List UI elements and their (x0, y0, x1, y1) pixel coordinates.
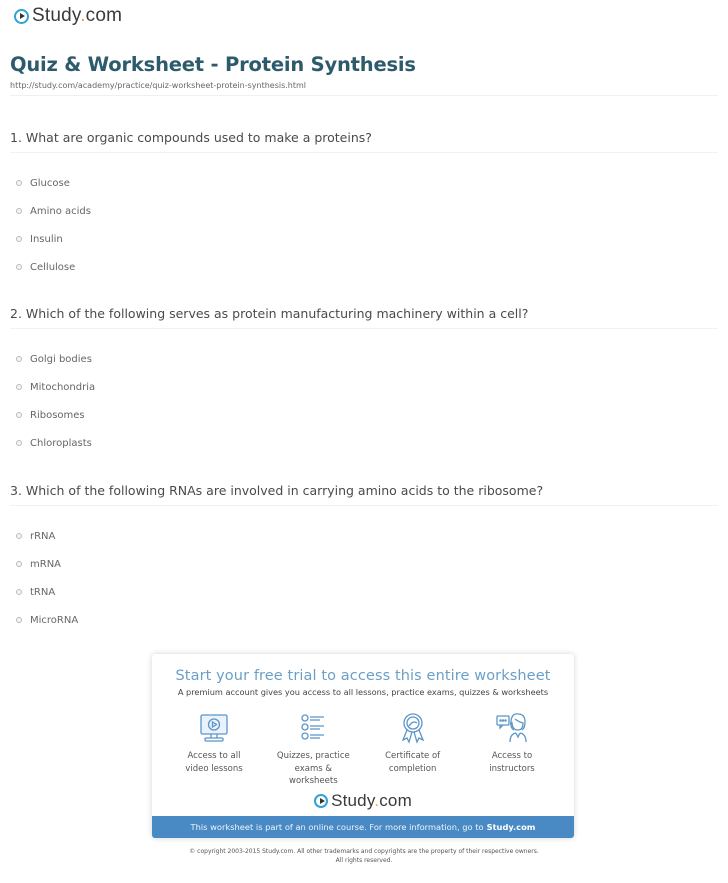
question-1 (10, 130, 718, 281)
feature-certificate (373, 711, 453, 788)
option-label: Insulin (30, 233, 63, 245)
radio-button[interactable] (16, 533, 22, 539)
study-link[interactable]: Study.com (486, 822, 536, 832)
feature-quizzes (273, 711, 353, 788)
answer-options (10, 169, 718, 281)
answer-options (10, 345, 718, 457)
question-text: 3. Which of the following RNAs are involved in carrying amino acids to the ribosome? (10, 483, 718, 506)
feature-video-lessons (174, 711, 254, 788)
copyright-notice: © copyright 2003-2015 Study.com. All other trademarks and copyrights are the property of their respective owners. All rights reserved. (189, 848, 539, 864)
answer-option[interactable] (10, 606, 718, 634)
feature-label: Access to all video lessons (185, 751, 243, 774)
free-trial-promo[interactable] (152, 654, 574, 838)
answer-option[interactable] (10, 345, 718, 373)
radio-button[interactable] (16, 617, 22, 623)
option-label: tRNA (30, 586, 56, 598)
play-circle-icon (314, 794, 328, 808)
option-label: Ribosomes (30, 409, 85, 421)
answer-option[interactable] (10, 429, 718, 457)
promo-subtitle: A premium account gives you access to all lessons, practice exams, quizzes & worksheets (177, 687, 549, 697)
option-label: Golgi bodies (30, 353, 92, 365)
option-label: mRNA (30, 558, 62, 570)
video-monitor-icon (197, 711, 231, 745)
option-label: Mitochondria (30, 381, 96, 393)
answer-option[interactable] (10, 550, 718, 578)
study-logo[interactable] (14, 5, 122, 27)
feature-list (152, 711, 574, 788)
option-label: Chloroplasts (30, 437, 92, 449)
course-info-banner[interactable] (152, 816, 574, 838)
promo-title: Start your free trial to access this entire worksheet (175, 668, 551, 684)
radio-button[interactable] (16, 264, 22, 270)
radio-button[interactable] (16, 384, 22, 390)
question-text: 1. What are organic compounds used to make a proteins? (10, 130, 718, 153)
answer-option[interactable] (10, 522, 718, 550)
question-text: 2. Which of the following serves as protein manufacturing machinery within a cell? (10, 306, 718, 329)
answer-option[interactable] (10, 225, 718, 253)
radio-button[interactable] (16, 236, 22, 242)
question-2 (10, 306, 718, 457)
radio-button[interactable] (16, 208, 22, 214)
option-label: Cellulose (30, 261, 76, 273)
answer-option[interactable] (10, 253, 718, 281)
answer-option[interactable] (10, 169, 718, 197)
feature-instructors (472, 711, 552, 788)
feature-label: Certificate of completion (385, 751, 441, 774)
option-label: rRNA (30, 530, 56, 542)
radio-button[interactable] (16, 356, 22, 362)
page-url: http://study.com/academy/practice/quiz-worksheet-protein-synthesis.html (10, 81, 307, 90)
option-label: Glucose (30, 177, 70, 189)
promo-study-logo[interactable] (152, 791, 574, 811)
feature-label: Access to instructors (489, 751, 535, 774)
instructor-chat-icon (495, 711, 529, 745)
play-circle-icon (14, 9, 29, 24)
certificate-ribbon-icon (396, 711, 430, 745)
answer-option[interactable] (10, 373, 718, 401)
option-label: MicroRNA (30, 614, 79, 626)
radio-button[interactable] (16, 180, 22, 186)
page-title: Quiz & Worksheet - Protein Synthesis (10, 53, 416, 76)
logo-text: Study.com (32, 5, 123, 26)
divider (10, 95, 718, 96)
radio-button[interactable] (16, 561, 22, 567)
radio-button[interactable] (16, 440, 22, 446)
question-3 (10, 483, 718, 634)
radio-button[interactable] (16, 412, 22, 418)
logo-text: Study.com (331, 791, 412, 810)
answer-options (10, 522, 718, 634)
option-label: Amino acids (30, 205, 91, 217)
answer-option[interactable] (10, 578, 718, 606)
radio-button[interactable] (16, 589, 22, 595)
answer-option[interactable] (10, 197, 718, 225)
feature-label: Quizzes, practice exams & worksheets (276, 751, 350, 786)
quiz-list-icon (296, 711, 330, 745)
banner-text: This worksheet is part of an online course. For more information, go to (190, 822, 484, 832)
answer-option[interactable] (10, 401, 718, 429)
